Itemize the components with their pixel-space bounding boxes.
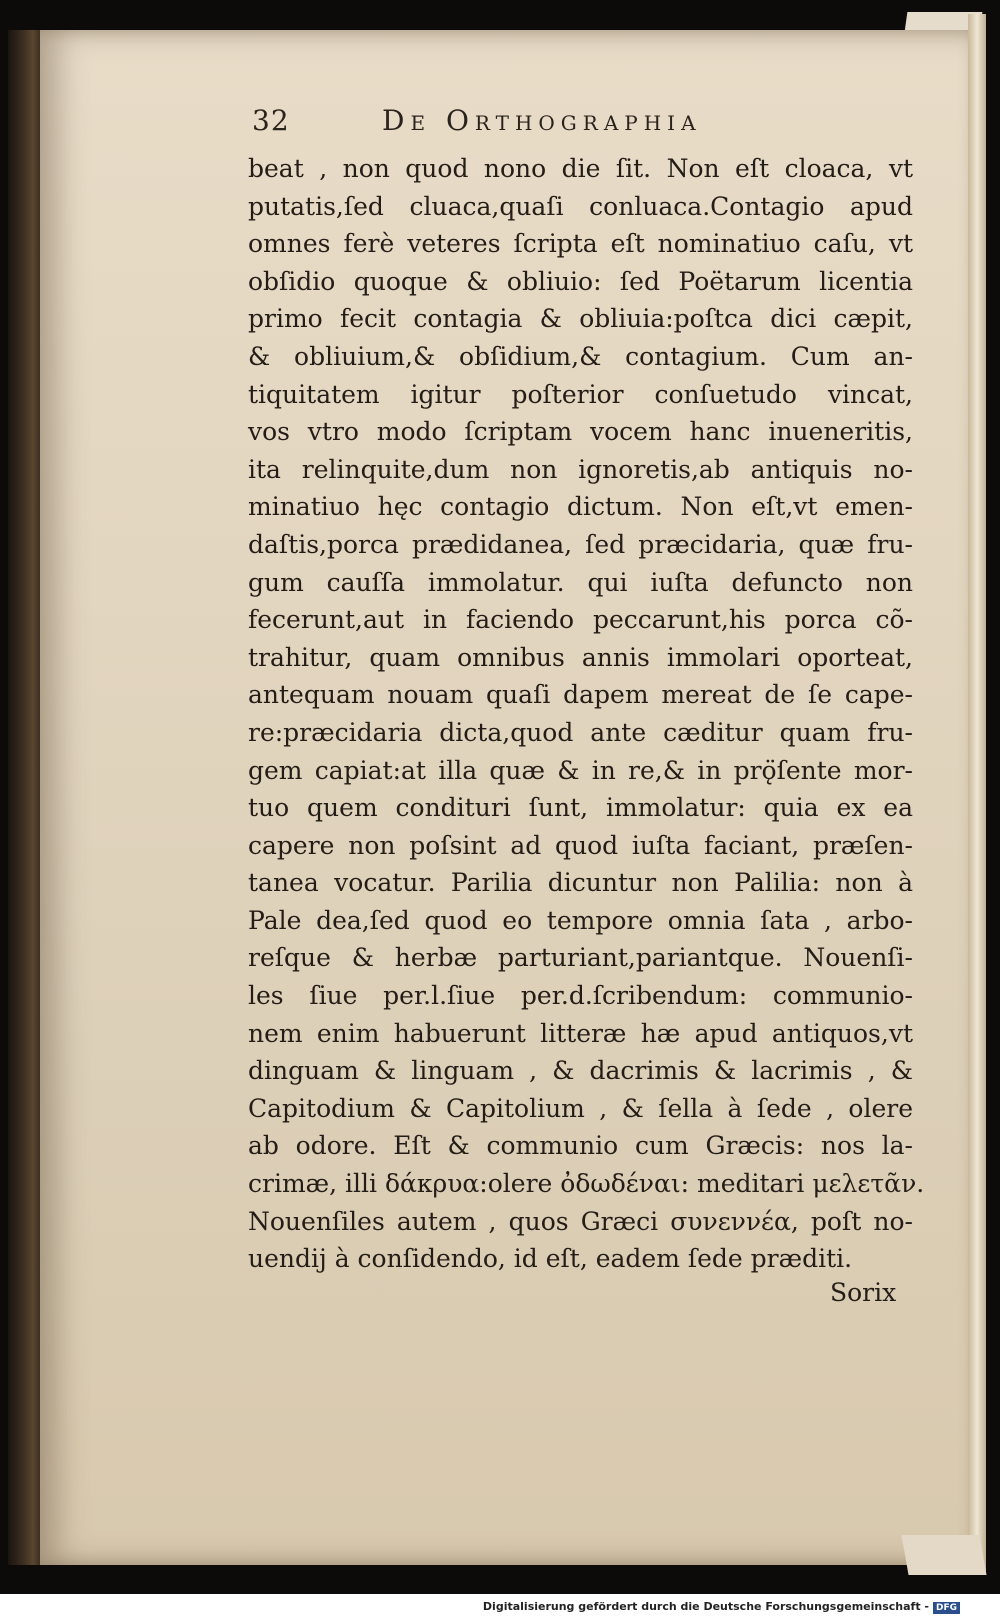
running-title: De Orthographia xyxy=(382,104,702,137)
text-line: omnes ferè veteres ſcripta eſt nominatiuo caſu, vt xyxy=(248,229,913,259)
text-line: tuo quem condituri ſunt, immolatur: quia ex ea xyxy=(248,793,913,823)
text-line: beat , non quod nono die ſit. Non eſt cloaca, vt xyxy=(248,154,913,183)
page-number: 32 xyxy=(252,104,290,137)
text-line: nem enim habuerunt litteræ hæ apud antiquos,vt xyxy=(248,1018,913,1048)
catchword: Sorix xyxy=(830,1278,897,1307)
text-line: trahitur, quam omnibus annis immolari oporteat, xyxy=(248,642,913,672)
text-line: Nouenſiles autem , quos Græci συνεννέα, poſt no- xyxy=(248,1206,913,1236)
text-line: dinguam & linguam , & dacrimis & lacrimis , & xyxy=(248,1056,913,1086)
text-line: gem capiat:at illa quæ & in re,& in prǫ̈ſente mor- xyxy=(248,755,913,785)
text-line: tiquitatem igitur poſterior conſuetudo vincat, xyxy=(248,379,913,409)
text-line: ita relinquite,dum non ignoretis,ab antiquis no- xyxy=(248,454,913,484)
text-line: obſidio quoque & obliuio: ſed Poëtarum licentia xyxy=(248,266,913,296)
dfg-logo: DFG xyxy=(933,1602,960,1614)
text-line: minatiuo hęc contagio dictum. Non eſt,vt emen- xyxy=(248,492,913,522)
text-line: primo fecit contagia & obliuia:poſtca dici cæpit, xyxy=(248,304,913,334)
text-line: daſtis,porca prædidanea, ſed præcidaria, quæ fru- xyxy=(248,529,913,559)
text-line: Pale dea,ſed quod eo tempore omnia ſata , arbo- xyxy=(248,905,913,935)
page-stack-edge xyxy=(968,14,986,1574)
text-line: capere non poſsint ad quod iuſta faciant, præſen- xyxy=(248,830,913,860)
text-line: les ſiue per.l.ſiue per.d.ſcribendum: communio- xyxy=(248,981,913,1011)
text-line: reſque & herbæ parturiant,pariantque. Nouenſi- xyxy=(248,943,913,973)
text-line: vos vtro modo ſcriptam vocem hanc inueneritis, xyxy=(248,417,913,447)
book-spine-edge xyxy=(8,30,44,1565)
text-line: Capitodium & Capitolium , & ſella à ſede , olere xyxy=(248,1093,913,1123)
text-line: re:præcidaria dicta,quod ante cæditur quam fru- xyxy=(248,717,913,747)
text-line: uendij à conſidendo, id eſt, eadem ſede præditi. xyxy=(248,1244,853,1274)
text-line: ab odore. Eſt & communio cum Græcis: nos la- xyxy=(248,1131,913,1161)
body-text xyxy=(248,150,925,1278)
text-line: antequam nouam quaſi dapem mereat de ſe cape- xyxy=(248,680,913,710)
text-line: gum cauſſa immolatur. qui iuſta defuncto non xyxy=(248,567,913,597)
text-line: putatis,ſed cluaca,quaſi conluaca.Contagio apud xyxy=(248,191,913,221)
credit-text: Digitalisierung gefördert durch die Deutsche Forschungsgemeinschaft - xyxy=(482,1600,929,1613)
digitization-credit xyxy=(483,1600,960,1614)
page-corner-bottom xyxy=(901,1535,986,1575)
page-header xyxy=(252,104,932,144)
text-line: tanea vocatur. Parilia dicuntur non Palilia: non à xyxy=(248,868,913,898)
text-line: crimæ, illi δάκρυα:olere ὀδωδέναι: meditari μελετᾶν. xyxy=(248,1169,925,1199)
text-line: & obliuium,& obſidium,& contagium. Cum an- xyxy=(248,341,913,371)
text-line: fecerunt,aut in faciendo peccarunt,his porca cõ- xyxy=(248,605,913,635)
